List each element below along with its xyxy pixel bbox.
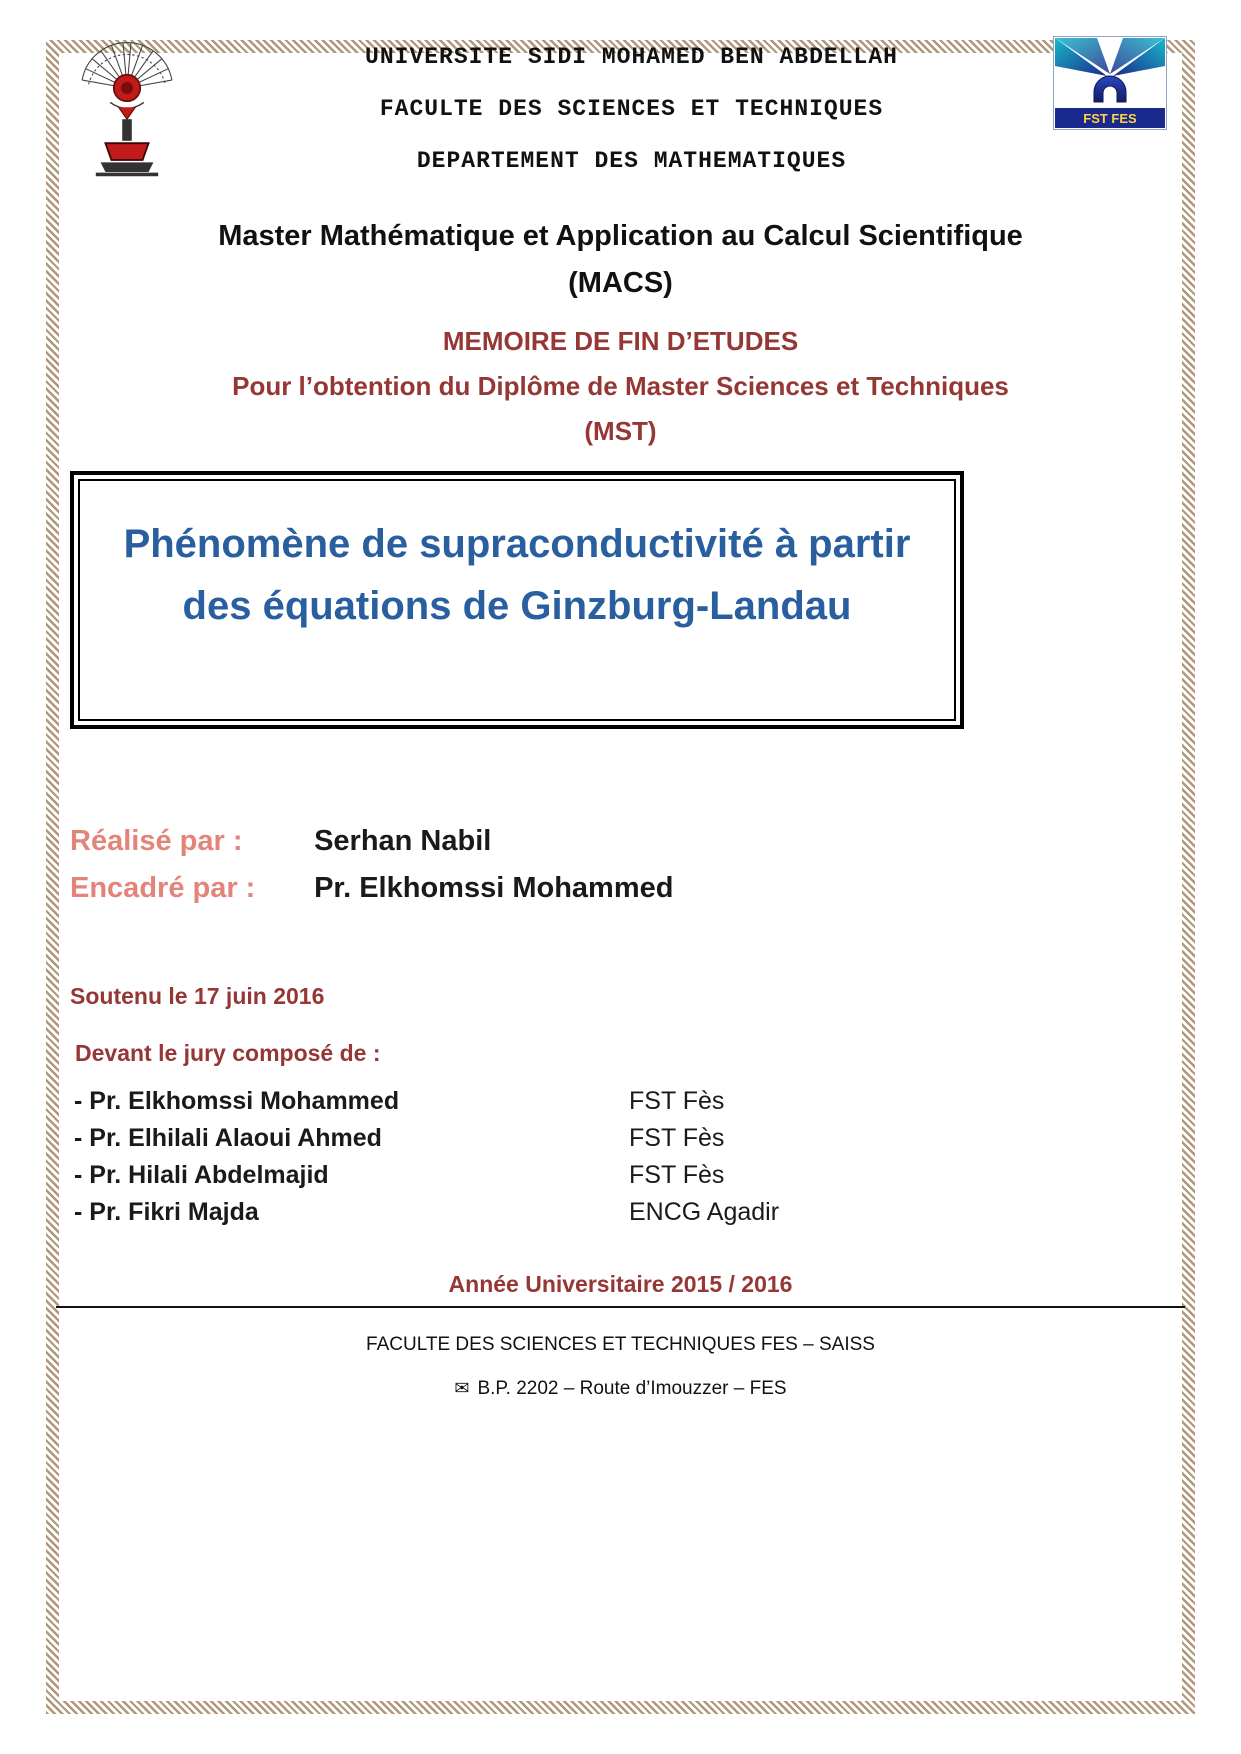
jury-row	[70, 1198, 1171, 1235]
institution-text	[210, 28, 1053, 200]
fst-fes-logo-icon	[1053, 36, 1167, 130]
program-name: Master Mathématique et Application au Calcul Scientifique	[218, 220, 1023, 252]
program-heading	[70, 220, 1171, 300]
jury-member-name: - Pr. Elkhomssi Mohammed	[74, 1087, 400, 1115]
university-name: UNIVERSITE SIDI MOHAMED BEN ABDELLAH	[365, 44, 898, 70]
jury-member-affiliation: FST Fès	[629, 1087, 725, 1115]
thesis-title-box	[70, 471, 964, 729]
supervisor-name: Pr. Elkhomssi Mohammed	[314, 872, 674, 904]
mail-icon: ✉	[454, 1378, 470, 1398]
footer-faculty: FACULTE DES SCIENCES ET TECHNIQUES FES – SAISS	[366, 1334, 875, 1355]
memoire-block	[70, 326, 1171, 447]
academic-year: Année Universitaire 2015 / 2016	[448, 1271, 793, 1297]
people-section	[70, 825, 1171, 905]
jury-member-name: - Pr. Hilali Abdelmajid	[74, 1161, 329, 1189]
jury-member-affiliation: FST Fès	[629, 1161, 725, 1189]
thesis-title-box-inner	[78, 479, 956, 721]
jury-row	[70, 1087, 1171, 1124]
faculty-name: FACULTE DES SCIENCES ET TECHNIQUES	[379, 96, 884, 122]
jury-member-name: - Pr. Elhilali Alaoui Ahmed	[74, 1124, 382, 1152]
jury-row	[70, 1124, 1171, 1161]
thesis-title-line1: Phénomène de supraconductivité à partir	[123, 522, 911, 566]
jury-member-name: - Pr. Fikri Majda	[74, 1198, 259, 1226]
jury-member-affiliation: ENCG Agadir	[629, 1198, 780, 1226]
author-name: Serhan Nabil	[314, 825, 492, 857]
jury-row	[70, 1161, 1171, 1198]
supervisor-label: Encadré par :	[70, 872, 256, 904]
memoire-subtitle: Pour l’obtention du Diplôme de Master Sciences et Techniques	[232, 371, 1009, 401]
university-seal-icon	[64, 28, 190, 184]
header	[70, 28, 1171, 200]
thesis-title-line2: des équations de Ginzburg-Landau	[182, 584, 852, 628]
fst-fes-logo-label: FST FES	[1083, 111, 1137, 126]
memoire-acronym: (MST)	[584, 416, 657, 446]
footer-address	[70, 1378, 1171, 1400]
footer-divider	[56, 1306, 1185, 1308]
university-seal-logo	[70, 28, 210, 184]
memoire-title: MEMOIRE DE FIN D’ETUDES	[442, 326, 799, 356]
fst-fes-logo	[1053, 28, 1171, 130]
jury-heading: Devant le jury composé de :	[75, 1040, 381, 1066]
jury-list	[70, 1087, 1171, 1235]
department-name: DEPARTEMENT DES MATHEMATIQUES	[416, 148, 847, 174]
program-acronym: (MACS)	[568, 267, 673, 299]
author-row	[70, 825, 1171, 858]
defense-date: Soutenu le 17 juin 2016	[70, 983, 325, 1009]
footer-address-text: B.P. 2202 – Route d’Imouzzer – FES	[477, 1378, 787, 1399]
author-label: Réalisé par :	[70, 825, 243, 857]
supervisor-row	[70, 872, 1171, 905]
jury-member-affiliation: FST Fès	[629, 1124, 725, 1152]
